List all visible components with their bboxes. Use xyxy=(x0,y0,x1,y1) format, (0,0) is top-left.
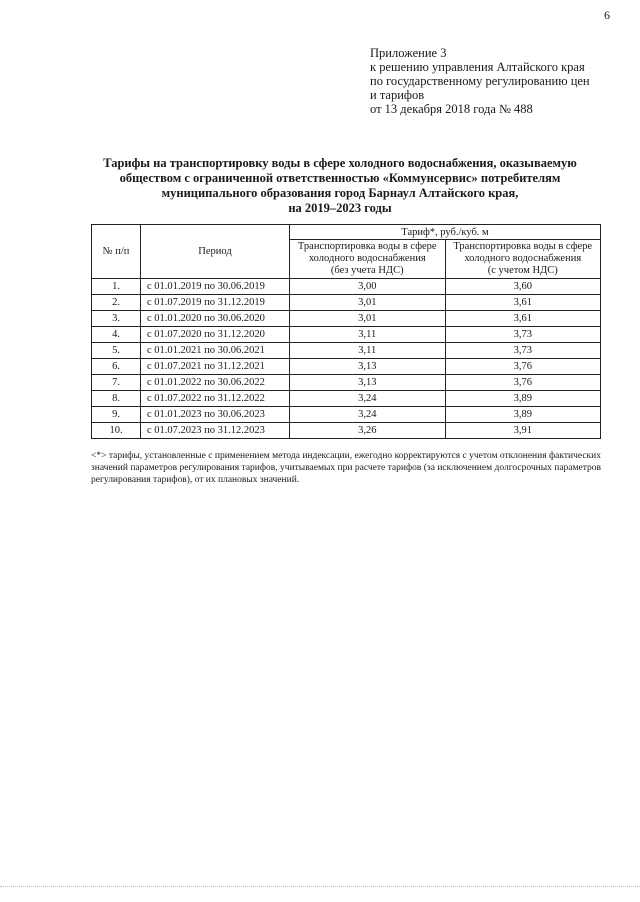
appendix-line: и тарифов xyxy=(370,88,425,102)
cell-with-vat: 3,91 xyxy=(445,423,601,439)
cell-num: 2. xyxy=(92,295,141,311)
cell-with-vat: 3,76 xyxy=(445,375,601,391)
cell-period: с 01.07.2019 по 31.12.2019 xyxy=(141,295,290,311)
cell-with-vat: 3,73 xyxy=(445,327,601,343)
cell-period: с 01.07.2023 по 31.12.2023 xyxy=(141,423,290,439)
cell-period: с 01.01.2023 по 30.06.2023 xyxy=(141,407,290,423)
table-row xyxy=(92,295,601,311)
header-period: Период xyxy=(141,225,290,279)
cell-num: 5. xyxy=(92,343,141,359)
table-row xyxy=(92,279,601,295)
cell-with-vat: 3,76 xyxy=(445,359,601,375)
table-row xyxy=(92,391,601,407)
cell-without-vat: 3,13 xyxy=(290,375,446,391)
cell-with-vat: 3,61 xyxy=(445,295,601,311)
appendix-line: к решению управления Алтайского края xyxy=(370,60,585,74)
cell-with-vat: 3,89 xyxy=(445,407,601,423)
appendix-block xyxy=(370,46,620,116)
cell-period: с 01.07.2020 по 31.12.2020 xyxy=(141,327,290,343)
header-with-vat xyxy=(445,240,601,279)
cell-period: с 01.01.2019 по 30.06.2019 xyxy=(141,279,290,295)
cell-period: с 01.07.2022 по 31.12.2022 xyxy=(141,391,290,407)
cell-num: 6. xyxy=(92,359,141,375)
cell-with-vat: 3,73 xyxy=(445,343,601,359)
footnote: <*> тарифы, установленные с применением метода индексации, ежегодно корректируются с учетом отклонения фактических значений параметров регулирования тарифов, учитываемых при расчете тарифов (за исключением долгосрочных параметров регулирования тарифов), от их плановых значений. xyxy=(91,451,601,485)
table-body xyxy=(92,279,601,439)
table-row xyxy=(92,327,601,343)
header-num: № п/п xyxy=(92,225,141,279)
cell-without-vat: 3,13 xyxy=(290,359,446,375)
table-row xyxy=(92,359,601,375)
table-row xyxy=(92,375,601,391)
header-row xyxy=(92,225,601,240)
scan-bottom-rule xyxy=(0,886,640,887)
cell-num: 8. xyxy=(92,391,141,407)
cell-with-vat: 3,61 xyxy=(445,311,601,327)
cell-without-vat: 3,24 xyxy=(290,407,446,423)
title-line: на 2019–2023 годы xyxy=(288,201,392,215)
cell-without-vat: 3,00 xyxy=(290,279,446,295)
document-title xyxy=(80,156,600,216)
cell-num: 9. xyxy=(92,407,141,423)
header-line: Транспортировка воды в сфере xyxy=(453,241,593,252)
cell-without-vat: 3,01 xyxy=(290,311,446,327)
title-line: Тарифы на транспортировку воды в сфере холодного водоснабжения, оказываемую xyxy=(103,156,577,170)
cell-num: 1. xyxy=(92,279,141,295)
cell-with-vat: 3,60 xyxy=(445,279,601,295)
appendix-line: Приложение 3 xyxy=(370,46,447,60)
cell-without-vat: 3,11 xyxy=(290,343,446,359)
cell-num: 7. xyxy=(92,375,141,391)
header-line: Транспортировка воды в сфере xyxy=(297,241,437,252)
cell-num: 4. xyxy=(92,327,141,343)
header-line: холодного водоснабжения xyxy=(464,253,582,264)
title-line: обществом с ограниченной ответственностью «Коммунсервис» потребителям xyxy=(119,171,561,185)
cell-num: 3. xyxy=(92,311,141,327)
cell-without-vat: 3,01 xyxy=(290,295,446,311)
header-without-vat xyxy=(290,240,446,279)
header-line: (без учета НДС) xyxy=(330,265,404,276)
tariff-table xyxy=(91,224,601,439)
appendix-line: по государственному регулированию цен xyxy=(370,74,590,88)
header-line: холодного водоснабжения xyxy=(308,253,426,264)
header-line: (с учетом НДС) xyxy=(487,265,558,276)
title-line: муниципального образования город Барнаул Алтайского края, xyxy=(161,186,519,200)
cell-without-vat: 3,26 xyxy=(290,423,446,439)
appendix-line: от 13 декабря 2018 года № 488 xyxy=(370,102,533,116)
cell-without-vat: 3,11 xyxy=(290,327,446,343)
table-row xyxy=(92,343,601,359)
cell-with-vat: 3,89 xyxy=(445,391,601,407)
table-header xyxy=(92,225,601,279)
cell-without-vat: 3,24 xyxy=(290,391,446,407)
cell-period: с 01.07.2021 по 31.12.2021 xyxy=(141,359,290,375)
cell-num: 10. xyxy=(92,423,141,439)
cell-period: с 01.01.2021 по 30.06.2021 xyxy=(141,343,290,359)
cell-period: с 01.01.2022 по 30.06.2022 xyxy=(141,375,290,391)
header-tariff: Тариф*, руб./куб. м xyxy=(290,225,601,240)
table-row xyxy=(92,423,601,439)
table-row xyxy=(92,407,601,423)
table-row xyxy=(92,311,601,327)
cell-period: с 01.01.2020 по 30.06.2020 xyxy=(141,311,290,327)
page-number: 6 xyxy=(604,8,610,22)
